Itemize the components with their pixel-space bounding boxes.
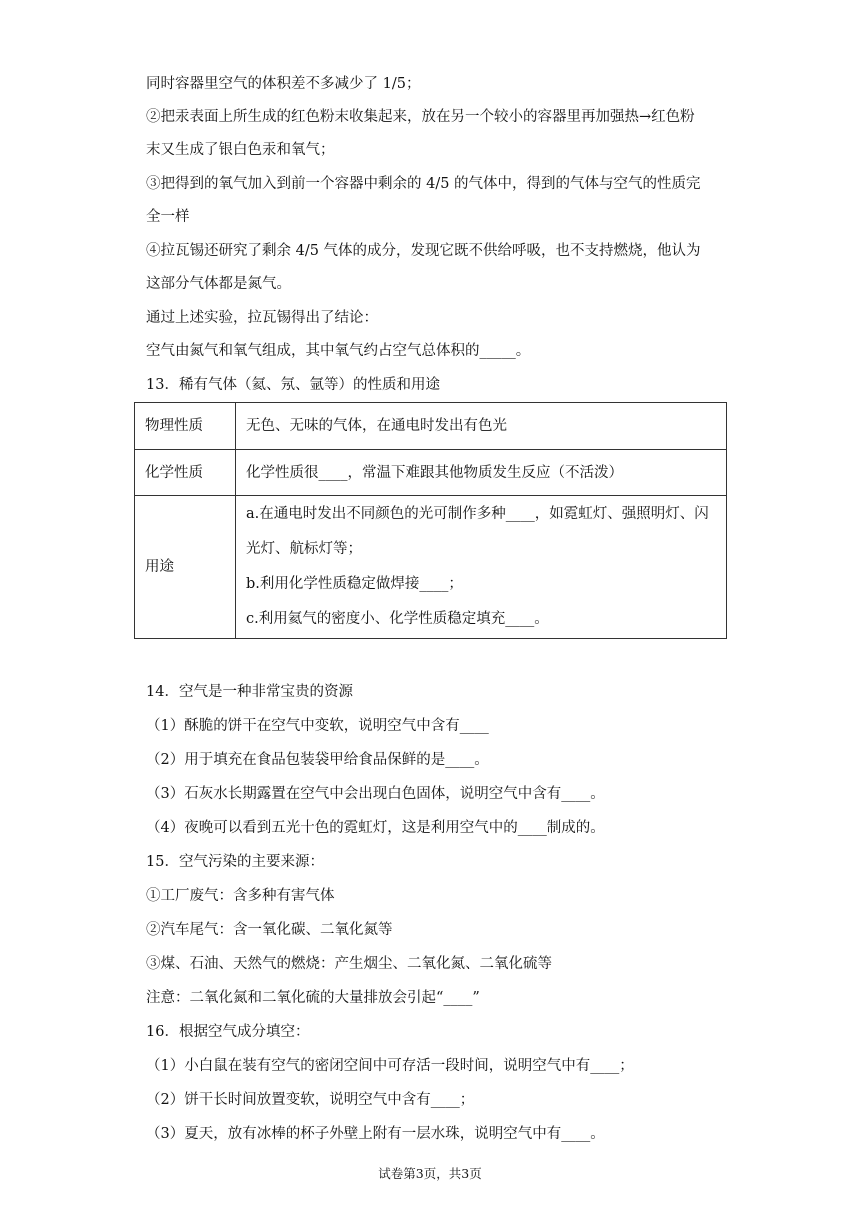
text-line: ③煤、石油、天然气的燃烧：产生烟尘、二氧化氮、二氧化硫等: [146, 956, 552, 972]
text-line: ①工厂废气：含多种有害气体: [146, 888, 335, 904]
uses-line: 光灯、航标灯等；: [246, 541, 362, 557]
table-row: [135, 496, 727, 639]
uses-line: c.利用氦气的密度小、化学性质稳定填充____。: [246, 611, 549, 627]
question-14-title: 14．空气是一种非常宝贵的资源: [146, 684, 353, 700]
text-line: 全一样: [146, 209, 190, 225]
sub-question: （1）小白鼠在装有空气的密闭空间中可存活一段时间，说明空气中有____；: [146, 1058, 634, 1074]
sub-question: （3）石灰水长期露置在空气中会出现白色固体，说明空气中含有____。: [146, 786, 605, 802]
question-13-title: 13．稀有气体（氦、氖、氩等）的性质和用途: [146, 377, 440, 393]
page-footer: 试卷第3页，共3页: [378, 1166, 482, 1181]
text-line: ③把得到的氧气加入到前一个容器中剩余的 4/5 的气体中，得到的气体与空气的性质完: [146, 176, 701, 192]
text-line: ②把汞表面上所生成的红色粉末收集起来，放在另一个较小的容器里再加强热→红色粉: [146, 109, 695, 125]
table-label-cell: 物理性质: [135, 403, 236, 450]
table-content-cell: 无色、无味的气体，在通电时发出有色光: [236, 403, 727, 450]
table-uses-cell: [236, 496, 727, 639]
text-line: 末又生成了银白色汞和氧气；: [146, 142, 335, 158]
table-content-cell: 化学性质很____，常温下难跟其他物质发生反应（不活泼）: [236, 450, 727, 496]
table-label-cell: 用途: [135, 496, 236, 639]
table-row: [135, 403, 727, 450]
table-row: [135, 450, 727, 496]
uses-line: b.利用化学性质稳定做焊接____；: [246, 576, 463, 592]
note-line: 注意：二氧化氮和二氧化硫的大量排放会引起“____”: [146, 990, 480, 1006]
sub-question: （3）夏天，放有冰棒的杯子外壁上附有一层水珠，说明空气中有____。: [146, 1126, 605, 1142]
sub-question: （2）用于填充在食品包装袋甲给食品保鲜的是____。: [146, 752, 489, 768]
uses-line: a.在通电时发出不同颜色的光可制作多种____，如霓虹灯、强照明灯、闪: [246, 506, 709, 522]
sub-question: （4）夜晚可以看到五光十色的霓虹灯，这是利用空气中的____制成的。: [146, 820, 605, 836]
question-15-title: 15．空气污染的主要来源：: [146, 854, 324, 870]
text-line: 同时容器里空气的体积差不多减少了 1/5；: [146, 76, 421, 92]
noble-gas-properties-table: [134, 402, 727, 639]
question-16-title: 16．根据空气成分填空：: [146, 1024, 310, 1040]
table-label-cell: 化学性质: [135, 450, 236, 496]
fill-blank-question: 空气由氮气和氧气组成，其中氧气约占空气总体积的_____。: [146, 343, 531, 359]
text-line: ②汽车尾气：含一氧化碳、二氧化氮等: [146, 922, 393, 938]
text-line: 这部分气体都是氮气。: [146, 276, 291, 292]
text-line: 通过上述实验，拉瓦锡得出了结论：: [146, 310, 378, 326]
sub-question: （1）酥脆的饼干在空气中变软，说明空气中含有____: [146, 718, 489, 734]
text-line: ④拉瓦锡还研究了剩余 4/5 气体的成分，发现它既不供给呼吸，也不支持燃烧，他认为: [146, 243, 701, 259]
sub-question: （2）饼干长时间放置变软，说明空气中含有____；: [146, 1092, 475, 1108]
